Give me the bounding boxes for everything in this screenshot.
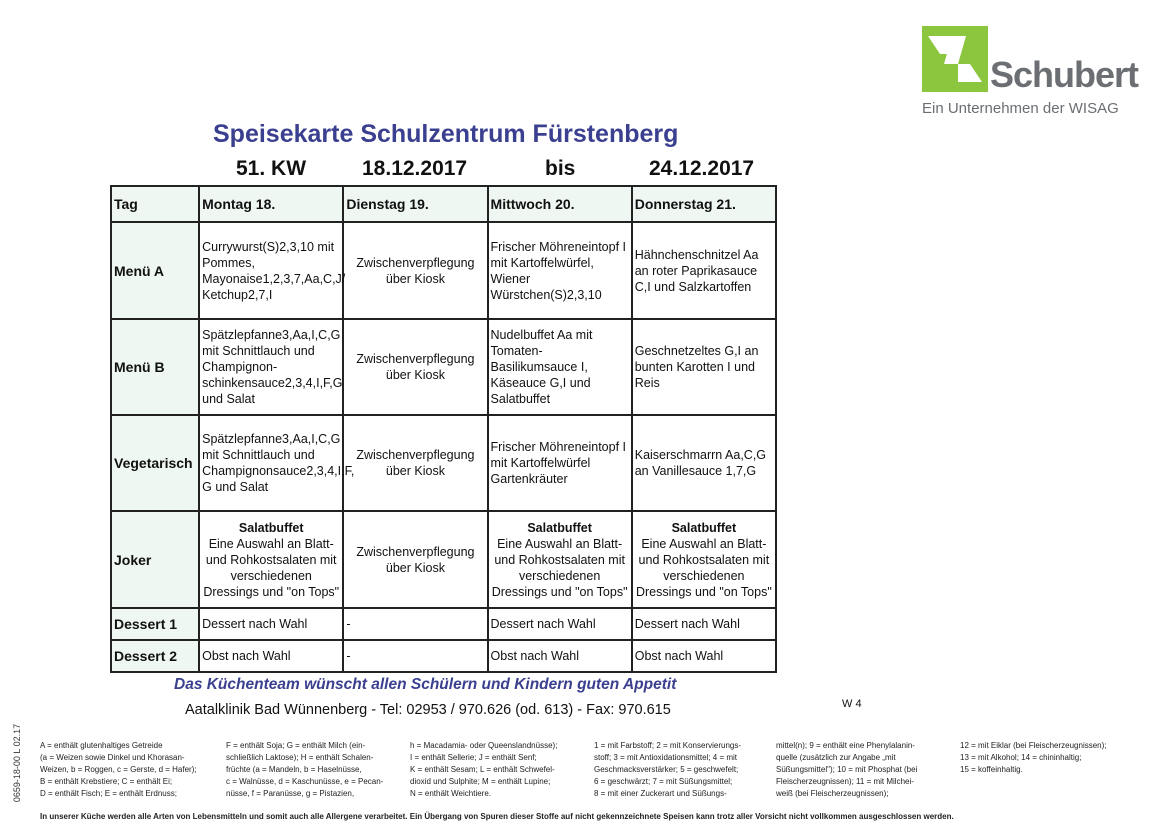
table-row-menu-a [111, 222, 776, 319]
header-donnerstag: Donnerstag 21. [632, 186, 776, 222]
salad-text: Eine Auswahl an Blatt- und Rohkostsalaten mit verschiedenen Dressings und "on Tops" [491, 536, 628, 599]
cell-vegetarisch-montag: Spätzlepfanne3,Aa,I,C,G mit Schnittlauch und Champignonsauce2,3,4,I,F, G und Salat [199, 415, 343, 511]
cell-menu-b-montag: Spätzlepfanne3,Aa,I,C,G mit Schnittlauch und Champignon-schinkensauce2,3,4,I,F,G und Salat [199, 319, 343, 415]
legend-column-1: A = enthält glutenhaltiges Getreide (a = Weizen sowie Dinkel und Khorasan- Weizen, b = Roggen, c = Gerste, d = Hafer); B = enthält Krebstiere; C = enthält Ei; D = enthält Fisch; E = enthält Erdnuss; [40, 741, 197, 798]
salad-text: Eine Auswahl an Blatt- und Rohkostsalaten mit verschiedenen Dressings und "on Tops" [635, 536, 772, 599]
row-label-menu-a: Menü A [111, 222, 199, 319]
cell-menu-a-dienstag: Zwischenverpflegung über Kiosk [343, 222, 487, 319]
cell-menu-b-mittwoch: Nudelbuffet Aa mit Tomaten-Basilikumsauce I, Käseauce G,I und Salatbuffet [488, 319, 632, 415]
page-code: W 4 [842, 698, 862, 710]
cell-menu-b-dienstag: Zwischenverpflegung über Kiosk [343, 319, 487, 415]
header-dienstag: Dienstag 19. [343, 186, 487, 222]
cell-dessert-1-montag: Dessert nach Wahl [199, 608, 343, 640]
cell-vegetarisch-mittwoch: Frischer Möhreneintopf I mit Kartoffelwürfel Gartenkräuter [488, 415, 632, 511]
table-header-row [111, 186, 776, 222]
logo-subtitle: Ein Unternehmen der WISAG [922, 100, 1119, 117]
week-number: 51. KW [236, 157, 307, 180]
header-tag: Tag [111, 186, 199, 222]
table-row-joker [111, 511, 776, 608]
cell-vegetarisch-dienstag: Zwischenverpflegung über Kiosk [343, 415, 487, 511]
week-to-date: 24.12.2017 [649, 157, 755, 180]
company-logo [920, 24, 1140, 124]
legend-column-3: h = Macadamia- oder Queenslandnüsse); I = enthält Sellerie; J = enthält Senf; K = enthält Sesam; L = enthält Schwefel- dioxid und Sulphite; M = enthält Lupine; N = enthält Weichtiere. [410, 741, 558, 798]
schubert-logo-icon [922, 26, 988, 92]
table-row-vegetarisch [111, 415, 776, 511]
table-row-menu-b [111, 319, 776, 415]
salad-title: Salatbuffet [671, 520, 737, 535]
header-mittwoch: Mittwoch 20. [488, 186, 632, 222]
table-row-dessert-1 [111, 608, 776, 640]
cell-dessert-2-dienstag: - [343, 640, 487, 672]
row-label-dessert-2: Dessert 2 [111, 640, 199, 672]
legend-column-6: 12 = mit Eiklar (bei Fleischerzeugnissen); 13 = mit Alkohol; 14 = chininhaltig; 15 = koffeinhaltig. [960, 741, 1107, 774]
page-title: Speisekarte Schulzentrum Fürstenberg [213, 120, 679, 148]
cell-joker-montag [199, 511, 343, 608]
legend-column-4: 1 = mit Farbstoff; 2 = mit Konservierungs- stoff; 3 = mit Antioxidationsmittel; 4 = mit Geschmacksverstärker; 5 = geschwefelt; 6 = geschwärzt; 7 = mit Süßungsmittel; 8 = mit einer Zuckerart und Süßungs- [594, 741, 742, 798]
week-from-date: 18.12.2017 [362, 157, 468, 180]
logo-name: Schubert [990, 54, 1139, 95]
salad-title: Salatbuffet [527, 520, 592, 535]
wish-text: Das Küchenteam wünscht allen Schülern und Kindern guten Appetit [174, 676, 677, 693]
row-label-vegetarisch: Vegetarisch [111, 415, 199, 511]
row-label-joker: Joker [111, 511, 199, 608]
cell-dessert-1-donnerstag: Dessert nach Wahl [632, 608, 776, 640]
legend-column-2: F = enthält Soja; G = enthält Milch (ein- schließlich Laktose); H = enthält Schalen- früchte (a = Mandeln, b = Haselnüsse, c = Walnüsse, d = Kaschunüsse, e = Pecan- nüsse, f = Paranüsse, g = Pistazien, [226, 741, 384, 798]
cell-joker-mittwoch [488, 511, 632, 608]
row-label-menu-b: Menü B [111, 319, 199, 415]
week-bis: bis [545, 157, 576, 180]
row-label-dessert-1: Dessert 1 [111, 608, 199, 640]
cell-menu-a-donnerstag: Hähnchenschnitzel Aa an roter Paprikasauce C,I und Salzkartoffen [632, 222, 776, 319]
cell-menu-a-mittwoch: Frischer Möhreneintopf I mit Kartoffelwürfel, Wiener Würstchen(S)2,3,10 [488, 222, 632, 319]
table-row-dessert-2 [111, 640, 776, 672]
allergen-disclaimer: In unserer Küche werden alle Arten von Lebensmitteln und somit auch alle Allergene verarbeitet. Ein Übergang von Spuren dieser Stoffe auf nicht gekennzeichnete Speisen kann trotz aller Vorsicht nicht vollkommen ausgeschlossen werden. [40, 812, 954, 821]
cell-dessert-2-mittwoch: Obst nach Wahl [488, 640, 632, 672]
side-code: 0659-18-00 L 02.17 [12, 723, 23, 803]
cell-menu-b-donnerstag: Geschnetzeltes G,I an bunten Karotten I und Reis [632, 319, 776, 415]
legend-column-5: mittel(n); 9 = enthält eine Phenylalanin- quelle (zusätzlich zur Angabe „mit Süßungsmittel"); 10 = mit Phosphat (bei Fleischerzeugnissen); 11 = mit Milchei- weiß (bei Fleischerzeugnissen); [776, 741, 918, 798]
cell-dessert-2-donnerstag: Obst nach Wahl [632, 640, 776, 672]
salad-title: Salatbuffet [238, 520, 304, 535]
header-montag: Montag 18. [199, 186, 343, 222]
address-line: Aatalklinik Bad Wünnenberg - Tel: 02953 / 970.626 (od. 613) - Fax: 970.615 [185, 702, 671, 718]
cell-joker-dienstag: Zwischenverpflegung über Kiosk [343, 511, 487, 608]
cell-vegetarisch-donnerstag: Kaiserschmarrn Aa,C,G an Vanillesauce 1,7,G [632, 415, 776, 511]
menu-table [110, 185, 777, 673]
cell-joker-donnerstag [632, 511, 776, 608]
cell-dessert-2-montag: Obst nach Wahl [199, 640, 343, 672]
salad-text: Eine Auswahl an Blatt- und Rohkostsalaten mit verschiedenen Dressings und "on Tops" [203, 536, 340, 599]
cell-dessert-1-dienstag: - [343, 608, 487, 640]
cell-menu-a-montag: Currywurst(S)2,3,10 mit Pommes, Mayonaise1,2,3,7,Aa,C,J/ Ketchup2,7,I [199, 222, 343, 319]
cell-dessert-1-mittwoch: Dessert nach Wahl [488, 608, 632, 640]
